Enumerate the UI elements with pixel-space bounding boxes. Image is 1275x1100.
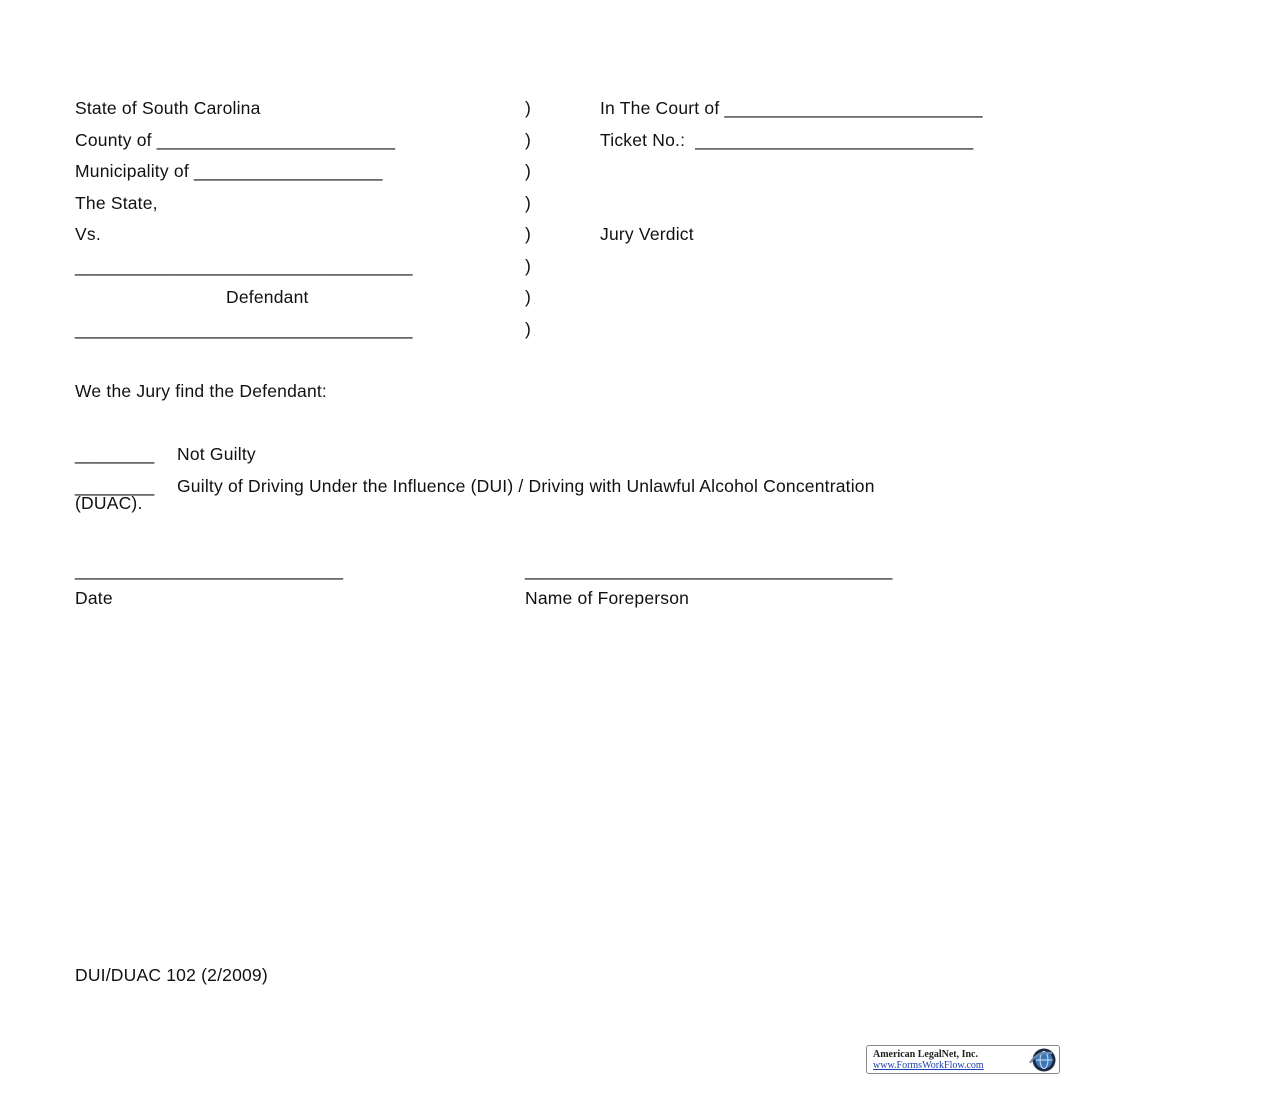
caption-paren: ) <box>525 161 532 181</box>
caption-county: County of ________________________ <box>75 130 396 150</box>
foreperson-label: Name of Foreperson <box>525 588 690 608</box>
form-id: DUI/DUAC 102 (2/2009) <box>75 965 268 985</box>
defendant-name-line: __________________________________ <box>75 256 413 276</box>
caption-paren: ) <box>525 193 532 213</box>
caption-state: State of South Carolina <box>75 98 261 118</box>
defendant-extra-line: __________________________________ <box>75 319 413 339</box>
verdict-intro: We the Jury find the Defendant: <box>75 381 327 401</box>
caption-paren: ) <box>525 319 532 339</box>
date-line: ___________________________ <box>75 560 344 580</box>
vendor-name: American LegalNet, Inc. <box>873 1049 978 1060</box>
vendor-logo <box>866 1045 1060 1074</box>
ticket-field: Ticket No.: ____________________________ <box>600 130 974 150</box>
foreperson-line: _____________________________________ <box>525 560 893 580</box>
caption-paren: ) <box>525 224 532 244</box>
not-guilty-blank: ________ <box>75 444 155 464</box>
caption-paren: ) <box>525 130 532 150</box>
globe-icon <box>1027 1047 1057 1073</box>
form-title: Jury Verdict <box>600 224 694 244</box>
guilty-option: Guilty of Driving Under the Influence (DUI) / Driving with Unlawful Alcohol Concentration <box>177 476 875 496</box>
caption-paren: ) <box>525 287 532 307</box>
caption-paren: ) <box>525 98 532 118</box>
caption-vs: Vs. <box>75 224 101 244</box>
guilty-option-cont: (DUAC). <box>75 493 143 513</box>
vendor-url-link[interactable]: www.FormsWorkFlow.com <box>873 1060 984 1071</box>
caption-paren: ) <box>525 256 532 276</box>
caption-the-state: The State, <box>75 193 158 213</box>
guilty-blank: ________ <box>75 476 155 496</box>
caption-municipality: Municipality of ___________________ <box>75 161 383 181</box>
not-guilty-option: Not Guilty <box>177 444 256 464</box>
court-field: In The Court of __________________________ <box>600 98 983 118</box>
defendant-label: Defendant <box>226 287 309 307</box>
date-label: Date <box>75 588 113 608</box>
